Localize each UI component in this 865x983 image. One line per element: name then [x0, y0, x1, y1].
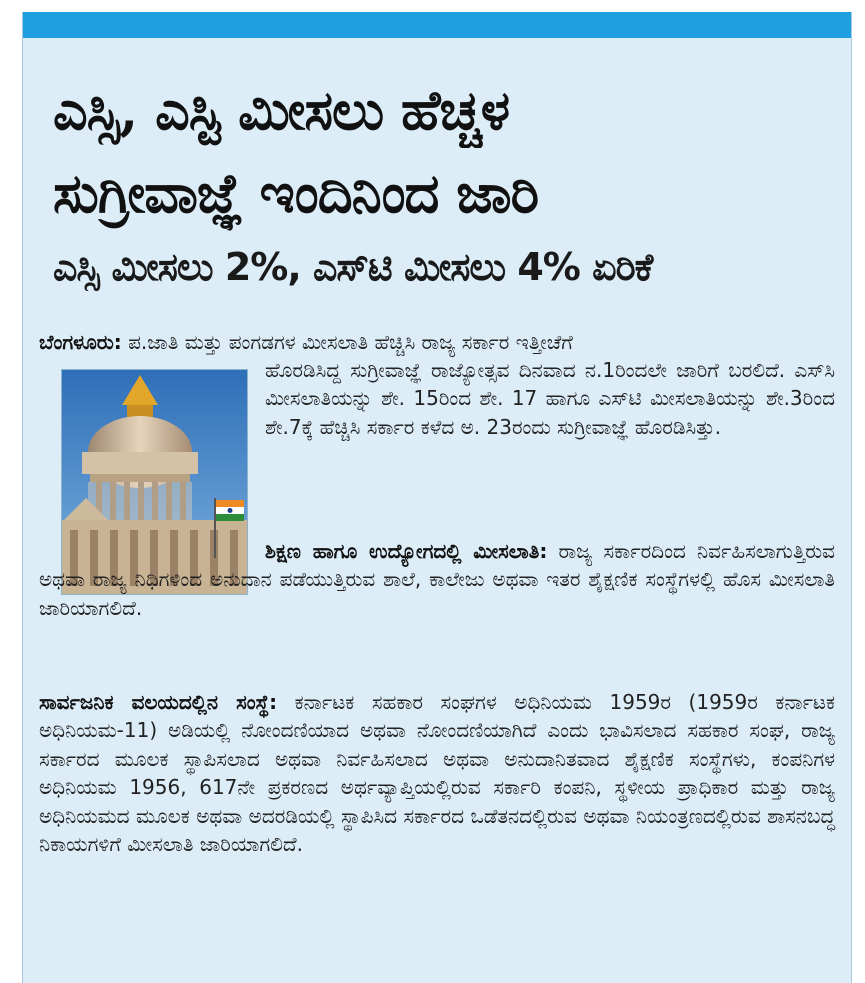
paragraph-1-first-line — [39, 328, 835, 356]
paragraph-1-line-1: ಪ.ಜಾತಿ ಮತ್ತು ಪಂಗಡಗಳ ಮೀಸಲಾತಿ ಹೆಚ್ಚಿಸಿ ರಾಜ್ಯ ಸರ್ಕಾರ ಇತ್ತೀಚೆಗೆ — [128, 330, 573, 354]
dateline: ಬೆಂಗಳೂರು: — [39, 330, 122, 354]
headline-line-2: ಸುಗ್ರೀವಾಜ್ಞೆ ಇಂದಿನಿಂದ ಜಾರಿ — [53, 161, 539, 225]
paragraph-2-text: ರಾಜ್ಯ ಸರ್ಕಾರದಿಂದ ನಿರ್ವಹಿಸಲಾಗುತ್ತಿರುವ ಅಥವಾ ರಾಜ್ಯ ನಿಧಿಗಳಿಂದ ಅನುದಾನ ಪಡೆಯುತ್ತಿರುವ ಶಾಲೆ, ಕಾಲೇಜು ಅಥವಾ ಇತರ ಶೈಕ್ಷಣಿಕ ಸಂಸ್ಥೆಗಳಲ್ಲಿ ಹೊಸ ಮೀಸಲಾತಿ ಜಾರಿಯಾಗಲಿದೆ. — [39, 539, 835, 620]
headline-line-1: ಎಸ್ಸಿ, ಎಸ್ಟಿ ಮೀಸಲು ಹೆಚ್ಚಳ — [53, 78, 510, 142]
paragraph-2-heading: ಶಿಕ್ಷಣ ಹಾಗೂ ಉದ್ಯೋಗದಲ್ಲಿ ಮೀಸಲಾತಿ: — [265, 539, 548, 563]
paragraph-1-continued: ಹೊರಡಿಸಿದ್ದ ಸುಗ್ರೀವಾಜ್ಞೆ ರಾಜ್ಯೋತ್ಸವ ದಿನವಾದ ನ.1ರಿಂದಲೇ ಜಾರಿಗೆ ಬರಲಿದೆ. ಎಸ್‌ಸಿ ಮೀಸಲಾತಿಯನ್ನು ಶೇ. 15ರಿಂದ ಶೇ. 17 ಹಾಗೂ ಎಸ್‌ಟಿ ಮೀಸಲಾತಿಯನ್ನು ಶೇ.3ರಿಂದ ಶೇ.7ಕ್ಕೆ ಹೆಚ್ಚಿಸಿ ಸರ್ಕಾರ ಕಳೆದ ಅ. 23ರಂದು ಸುಗ್ರೀವಾಜ್ಞೆ ಹೊರಡಿಸಿತ್ತು. — [265, 358, 835, 439]
paragraph-2 — [39, 537, 835, 622]
accent-bar — [23, 12, 851, 38]
paragraph-3-heading: ಸಾರ್ವಜನಿಕ ವಲಯದಲ್ಲಿನ ಸಂಸ್ಥೆ: — [39, 690, 278, 714]
news-clipping — [22, 12, 852, 983]
subheadline: ಎಸ್ಸಿ ಮೀಸಲು 2%, ಎಸ್‌ಟಿ ಮೀಸಲು 4% ಏರಿಕೆ — [53, 245, 653, 289]
paragraph-3-text: ಕರ್ನಾಟಕ ಸಹಕಾರ ಸಂಘಗಳ ಅಧಿನಿಯಮ 1959ರ (1959ರ ಕರ್ನಾಟಕ ಅಧಿನಿಯಮ-11) ಅಡಿಯಲ್ಲಿ ನೋಂದಣಿಯಾದ ಅಥವಾ ನೋಂದಣಿಯಾಗಿದೆ ಎಂದು ಭಾವಿಸಲಾದ ಸಹಕಾರ ಸಂಘ, ರಾಜ್ಯ ಸರ್ಕಾರದ ಮೂಲಕ ಸ್ಥಾಪಿಸಲಾದ ಅಥವಾ ನಿರ್ವಹಿಸಲಾದ ಅಥವಾ ಅನುದಾನಿತವಾದ ಶೈಕ್ಷಣಿಕ ಸಂಸ್ಥೆಗಳು, ಕಂಪನಿಗಳ ಅಧಿನಿಯಮ 1956, 617ನೇ ಪ್ರಕರಣದ ಅರ್ಥವ್ಯಾಪ್ತಿಯಲ್ಲಿರುವ ಸರ್ಕಾರಿ ಕಂಪನಿ, ಸ್ಥಳೀಯ ಪ್ರಾಧಿಕಾರ ಮತ್ತು ರಾಜ್ಯ ಅಧಿನಿಯಮದ ಮೂಲಕ ಅಥವಾ ಅದರಡಿಯಲ್ಲಿ ಸ್ಥಾಪಿಸಿದ ಸರ್ಕಾರದ ಒಡೆತನದಲ್ಲಿರುವ ಅಥವಾ ನಿಯಂತ್ರಣದಲ್ಲಿರುವ ಶಾಸನಬದ್ಧ ನಿಕಾಯಗಳಿಗೆ ಮೀಸಲಾತಿ ಜಾರಿಯಾಗಲಿದೆ. — [39, 690, 835, 857]
paragraph-3 — [39, 688, 835, 858]
